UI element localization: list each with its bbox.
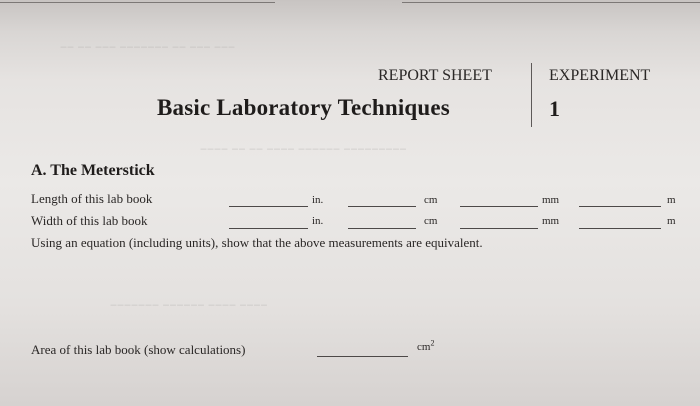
length-m-blank[interactable]: [579, 206, 661, 207]
length-mm-unit: mm: [542, 194, 560, 206]
top-edge-line-right: [402, 2, 700, 3]
area-unit-base: cm: [417, 341, 431, 353]
width-cm-blank[interactable]: [348, 228, 416, 229]
width-label: Width of this lab book: [31, 213, 148, 228]
experiment-number: 1: [549, 96, 560, 121]
header-divider: [531, 63, 532, 127]
top-edge-line: [0, 2, 275, 3]
width-in-blank[interactable]: [229, 228, 308, 229]
length-in-blank[interactable]: [229, 206, 308, 207]
width-m-blank[interactable]: [579, 228, 661, 229]
report-sheet-heading: REPORT SHEET: [378, 67, 492, 84]
width-in-unit: in.: [312, 215, 324, 227]
bleed-through-text: ‒‒‒‒‒‒‒ ‒‒‒‒‒‒ ‒‒‒‒ ‒‒‒‒: [110, 298, 268, 311]
width-m-unit: m: [667, 215, 676, 227]
width-mm-blank[interactable]: [460, 228, 538, 229]
length-label: Length of this lab book: [31, 191, 153, 206]
length-mm-blank[interactable]: [460, 206, 538, 207]
area-unit-exponent: 2: [430, 338, 435, 348]
length-cm-unit: cm: [424, 194, 438, 206]
area-blank[interactable]: [317, 356, 408, 357]
area-label: Area of this lab book (show calculations): [31, 342, 246, 357]
area-unit: [417, 338, 435, 353]
page-title: Basic Laboratory Techniques: [157, 95, 450, 120]
bleed-through-text: ‒‒‒‒ ‒‒ ‒‒ ‒‒‒‒ ‒‒‒‒‒‒ ‒‒‒‒‒‒‒‒‒: [200, 142, 407, 155]
length-m-unit: m: [667, 194, 676, 206]
width-mm-unit: mm: [542, 215, 560, 227]
bleed-through-text: ‒‒ ‒‒ ‒‒‒ ‒‒‒‒‒‒‒ ‒‒ ‒‒‒ ‒‒‒: [60, 40, 235, 53]
instruction-text: Using an equation (including units), show that the above measurements are equivalent.: [31, 235, 483, 250]
experiment-heading: EXPERIMENT: [549, 67, 651, 84]
length-in-unit: in.: [312, 194, 324, 206]
length-cm-blank[interactable]: [348, 206, 416, 207]
width-cm-unit: cm: [424, 215, 438, 227]
section-title: A. The Meterstick: [31, 162, 155, 179]
